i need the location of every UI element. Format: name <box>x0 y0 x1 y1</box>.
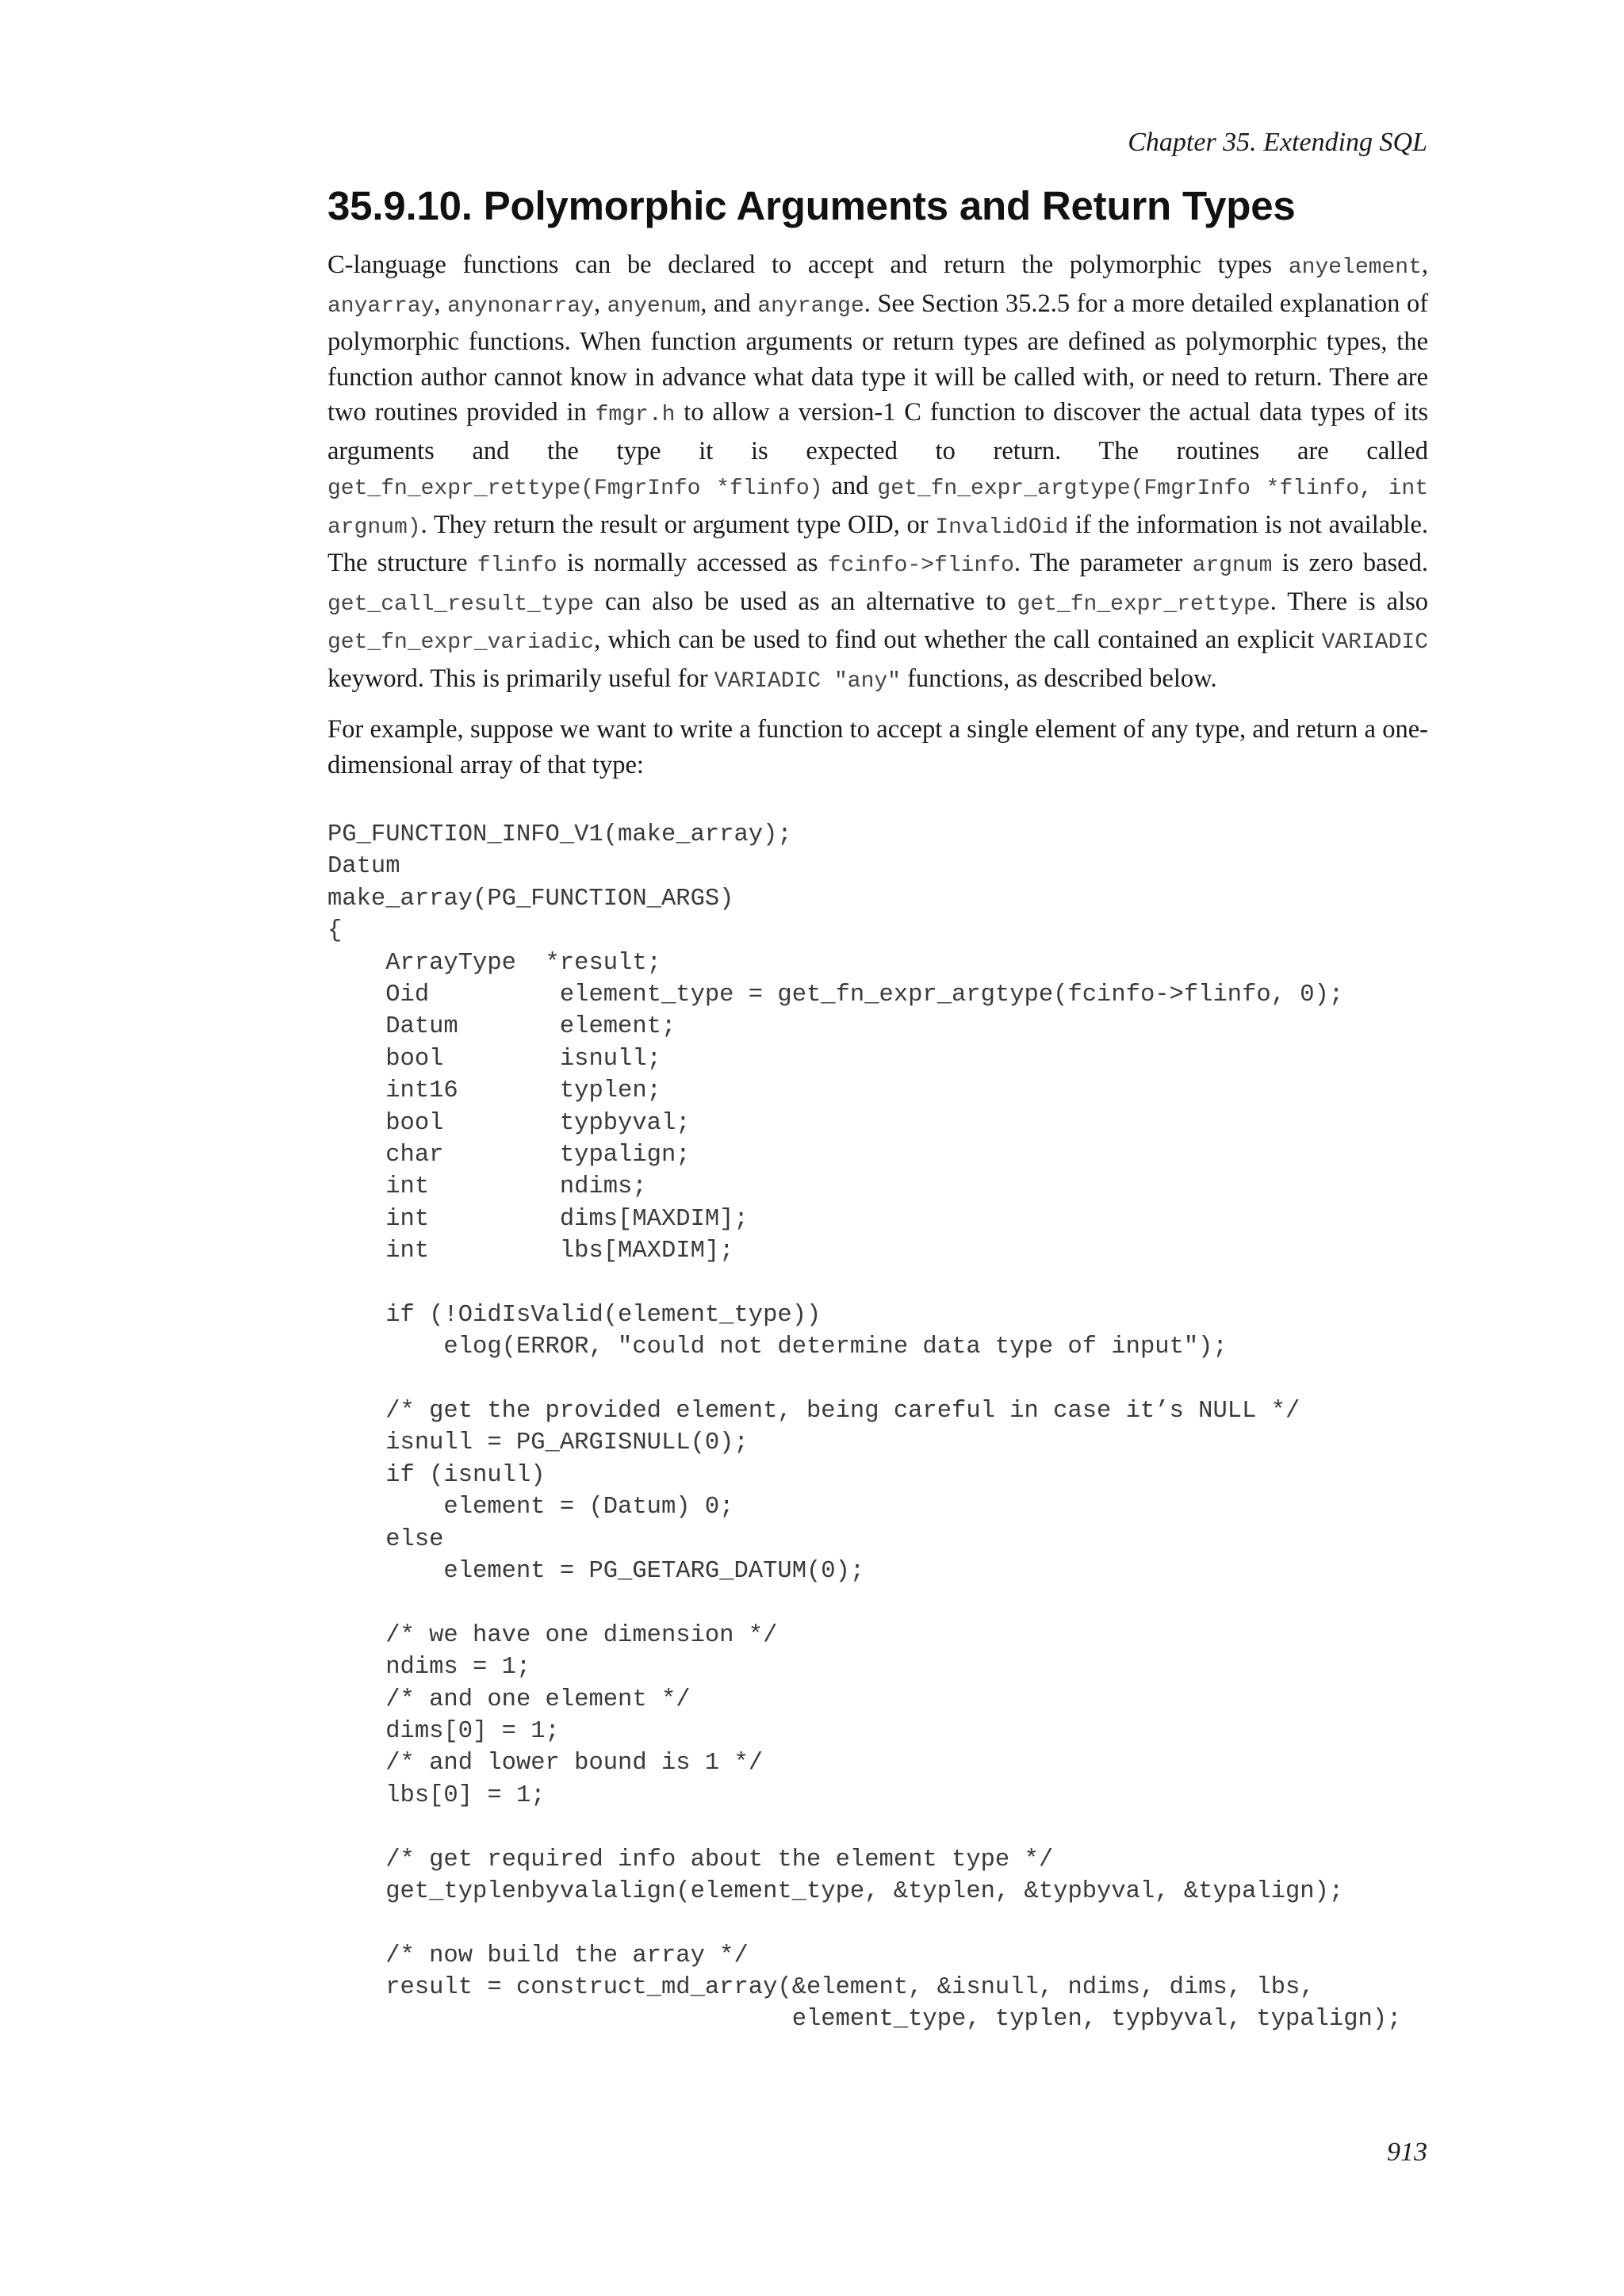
inline-code: get_call_result_type <box>327 591 595 617</box>
inline-code: fmgr.h <box>595 403 676 427</box>
inline-code: flinfo <box>477 553 557 578</box>
intro-paragraph <box>327 247 1428 699</box>
code-line: isnull = PG_ARGISNULL(0); <box>327 1429 749 1457</box>
code-line <box>327 1908 1428 1939</box>
inline-code: anyarray <box>327 293 435 319</box>
code-line: int16 typlen; <box>327 1077 661 1105</box>
paragraph-text: . They return the result or argument type OID, or <box>420 510 936 539</box>
code-line: else <box>327 1525 444 1553</box>
paragraph-text: , <box>1421 251 1428 279</box>
inline-code: anynonarray <box>447 293 594 319</box>
code-line: char typalign; <box>327 1141 691 1169</box>
paragraph-text: C-language functions can be declared to accept and return the polymorphic types <box>327 251 1289 279</box>
code-line: if (isnull) <box>327 1461 546 1489</box>
code-line: if (!OidIsValid(element_type)) <box>327 1301 822 1329</box>
code-line: ndims = 1; <box>327 1654 531 1682</box>
inline-code: get_fn_expr_argtype(FmgrInfo *flinfo, int argnum) <box>327 476 1428 540</box>
code-line: result = construct_md_array(&element, &isnull, ndims, dims, lbs, <box>327 1974 1315 2002</box>
paragraph-text: functions, as described below. <box>900 664 1217 693</box>
code-line: /* get required info about the element type */ <box>327 1846 1054 1873</box>
code-line: lbs[0] = 1; <box>327 1781 546 1809</box>
page-content <box>327 181 1428 2036</box>
page-number: 913 <box>1387 2137 1427 2167</box>
code-line: /* and lower bound is 1 */ <box>327 1750 764 1777</box>
code-line: ArrayType *result; <box>327 949 661 977</box>
paragraph-text: . The parameter <box>1013 549 1193 577</box>
code-line <box>327 1587 1428 1619</box>
paragraph-text: . See Section 35.2.5 for a more detailed explanation of polymorphic functions. When function arguments or return types are defined as polymorphic types, the function author cannot know in advance what data type it will be called with, or need to return. There are two routines provided in <box>327 289 1429 427</box>
paragraph-text: , which can be used to find out whether the call contained an explicit <box>594 626 1322 654</box>
paragraph-text: , <box>434 289 448 318</box>
paragraph-text: . There is also <box>1270 587 1429 616</box>
code-line: bool typbyval; <box>327 1109 691 1137</box>
code-line: elog(ERROR, "could not determine data type of input"); <box>327 1334 1228 1361</box>
running-header: Chapter 35. Extending SQL <box>1128 128 1427 157</box>
code-line: int dims[MAXDIM]; <box>327 1205 749 1233</box>
inline-code: argnum <box>1192 553 1273 578</box>
section-title: 35.9.10. Polymorphic Arguments and Return Types <box>327 183 1296 228</box>
code-line: /* now build the array */ <box>327 1942 749 1969</box>
code-line: bool isnull; <box>327 1045 661 1073</box>
inline-code: get_fn_expr_rettype <box>1017 591 1270 617</box>
paragraph-text: is normally accessed as <box>557 549 828 577</box>
paragraph-text: if the information is not available. The structure <box>327 510 1428 577</box>
inline-code: VARIADIC <box>1321 630 1428 655</box>
inline-code: fcinfo->flinfo <box>827 553 1014 578</box>
code-line: /* we have one dimension */ <box>327 1621 778 1649</box>
code-line: element = (Datum) 0; <box>327 1494 734 1521</box>
code-line <box>327 1812 1428 1843</box>
paragraph-text: can also be used as an alternative to <box>594 587 1017 616</box>
code-line: get_typlenbyvalalign(element_type, &typlen, &typbyval, &typalign); <box>327 1877 1344 1905</box>
example-paragraph: For example, suppose we want to write a function to accept a single element of any type, and return a one-dimensional array of that type: <box>327 715 1428 779</box>
inline-code: VARIADIC "any" <box>714 668 901 694</box>
paragraph-text: , <box>593 289 607 318</box>
code-line: { <box>327 917 343 945</box>
paragraph-text: keyword. This is primarily useful for <box>327 664 714 693</box>
code-line: make_array(PG_FUNCTION_ARGS) <box>327 885 734 913</box>
code-line: /* get the provided element, being careful in case it’s NULL */ <box>327 1398 1300 1425</box>
inline-code: anyelement <box>1288 255 1422 280</box>
inline-code: get_fn_expr_variadic <box>327 630 595 655</box>
paragraph-text: , and <box>700 289 758 318</box>
inline-code: anyenum <box>607 293 701 319</box>
code-line <box>327 1267 1428 1299</box>
code-line: Oid element_type = get_fn_expr_argtype(fcinfo->flinfo, 0); <box>327 981 1344 1008</box>
code-line: dims[0] = 1; <box>327 1717 560 1745</box>
paragraph-text: is zero based. <box>1272 549 1428 577</box>
inline-code: anyrange <box>757 293 864 319</box>
code-line: Datum <box>327 853 400 881</box>
paragraph-text: and <box>822 472 878 500</box>
code-line <box>327 1364 1428 1395</box>
code-line: /* and one element */ <box>327 1686 691 1713</box>
code-line: element_type, typlen, typbyval, typalign); <box>327 2006 1402 2034</box>
paragraph-text: to allow a version-1 C function to discover the actual data types of its arguments and the type it is expected to return. The routines are called <box>327 398 1429 465</box>
code-line: Datum element; <box>327 1013 676 1041</box>
code-line: int ndims; <box>327 1173 647 1201</box>
code-line: PG_FUNCTION_INFO_V1(make_array); <box>327 821 792 848</box>
inline-code: get_fn_expr_rettype(FmgrInfo *flinfo) <box>327 476 823 501</box>
code-line: int lbs[MAXDIM]; <box>327 1238 734 1265</box>
code-listing <box>327 819 1428 2036</box>
code-line: element = PG_GETARG_DATUM(0); <box>327 1557 865 1585</box>
inline-code: InvalidOid <box>935 515 1069 540</box>
